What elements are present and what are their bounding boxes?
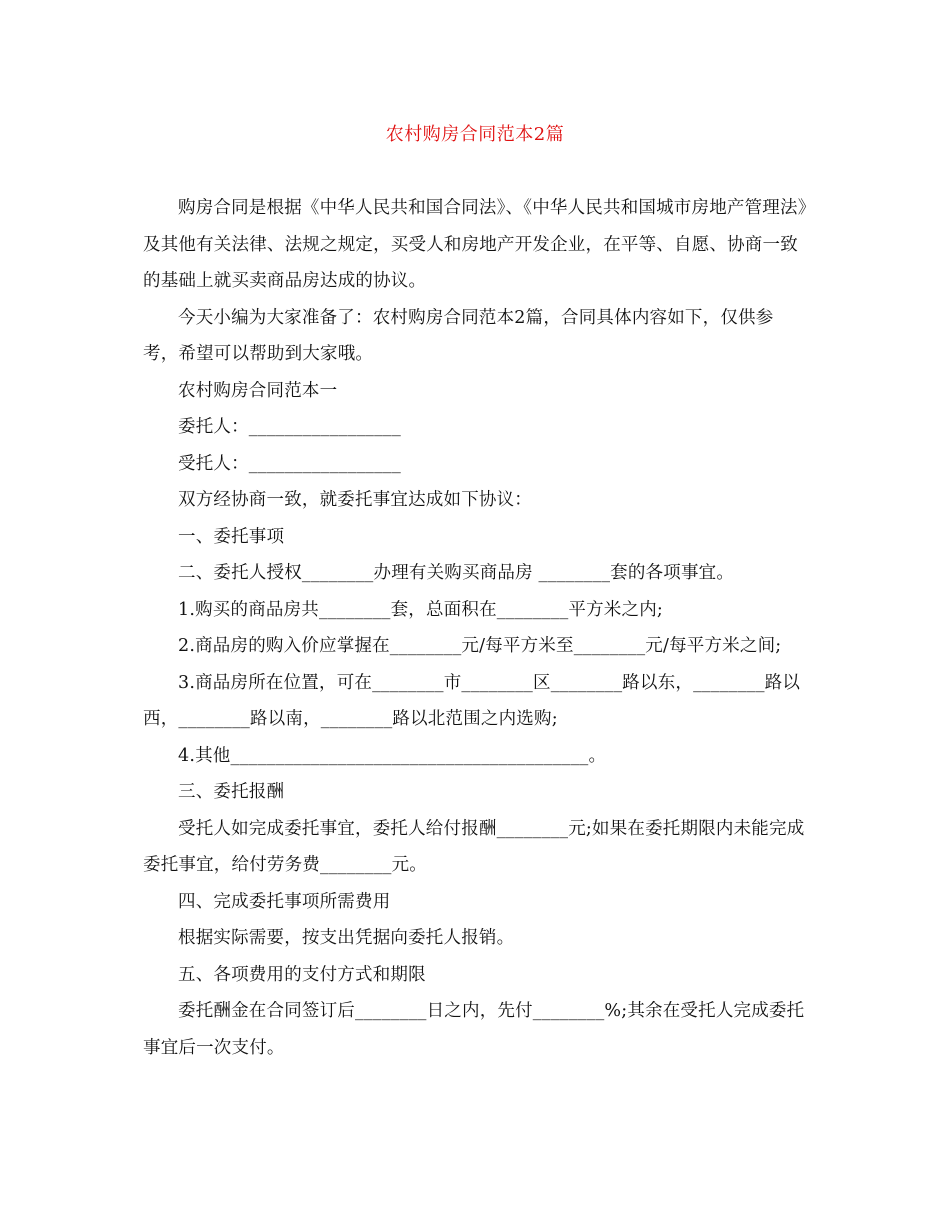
clause-item-4: 4.其他________________________________________。 <box>178 745 607 766</box>
principal-field: 委托人：_________________ <box>178 417 401 437</box>
agent-field: 受托人：_________________ <box>178 453 401 474</box>
paragraph-preface: 今天小编为大家准备了：农村购房合同范本2篇，合同具体内容如下，仅供参考，希望可以帮助到大家哦。 <box>143 307 774 364</box>
clause-heading-2: 二、委托人授权________办理有关购买商品房 ________套的各项事宜。 <box>178 563 735 583</box>
clause-item-3: 3.商品房所在位置，可在________市________区________路以东，________路以西，________路以南，________路以北范围之内选购; <box>143 672 801 729</box>
clause-payment: 委托酬金在合同签订后________日之内，先付________%;其余在受托人完成委托事宜后一次支付。 <box>143 1001 805 1058</box>
paragraph-intro: 购房合同是根据《中华人民共和国合同法》、《中华人民共和国城市房地产管理法》及其他有关法律、法规之规定，买受人和房地产开发企业，在平等、自愿、协商一致的基础上就买卖商品房达成的协议。 <box>143 198 807 291</box>
agreement-statement: 双方经协商一致，就委托事宜达成如下协议： <box>178 490 532 510</box>
clause-item-2: 2.商品房的购入价应掌握在________元/每平方米至________元/每平方米之间; <box>178 636 782 656</box>
section-heading-sample-one: 农村购房合同范本一 <box>178 380 338 401</box>
document-title: 农村购房合同范本2篇 <box>385 124 565 145</box>
clause-heading-5: 五、各项费用的支付方式和期限 <box>178 964 426 985</box>
clause-remuneration: 受托人如完成委托事宜，委托人给付报酬________元;如果在委托期限内未能完成委托事宜，给付劳务费________元。 <box>143 818 805 875</box>
clause-heading-3: 三、委托报酬 <box>178 782 285 802</box>
clause-heading-1: 一、委托事项 <box>178 526 285 547</box>
clause-item-1: 1.购买的商品房共________套，总面积在________平方米之内; <box>178 599 663 620</box>
clause-heading-4: 四、完成委托事项所需费用 <box>178 891 391 912</box>
clause-expenses: 根据实际需要，按支出凭据向委托人报销。 <box>178 928 515 948</box>
document-body <box>143 190 808 1066</box>
